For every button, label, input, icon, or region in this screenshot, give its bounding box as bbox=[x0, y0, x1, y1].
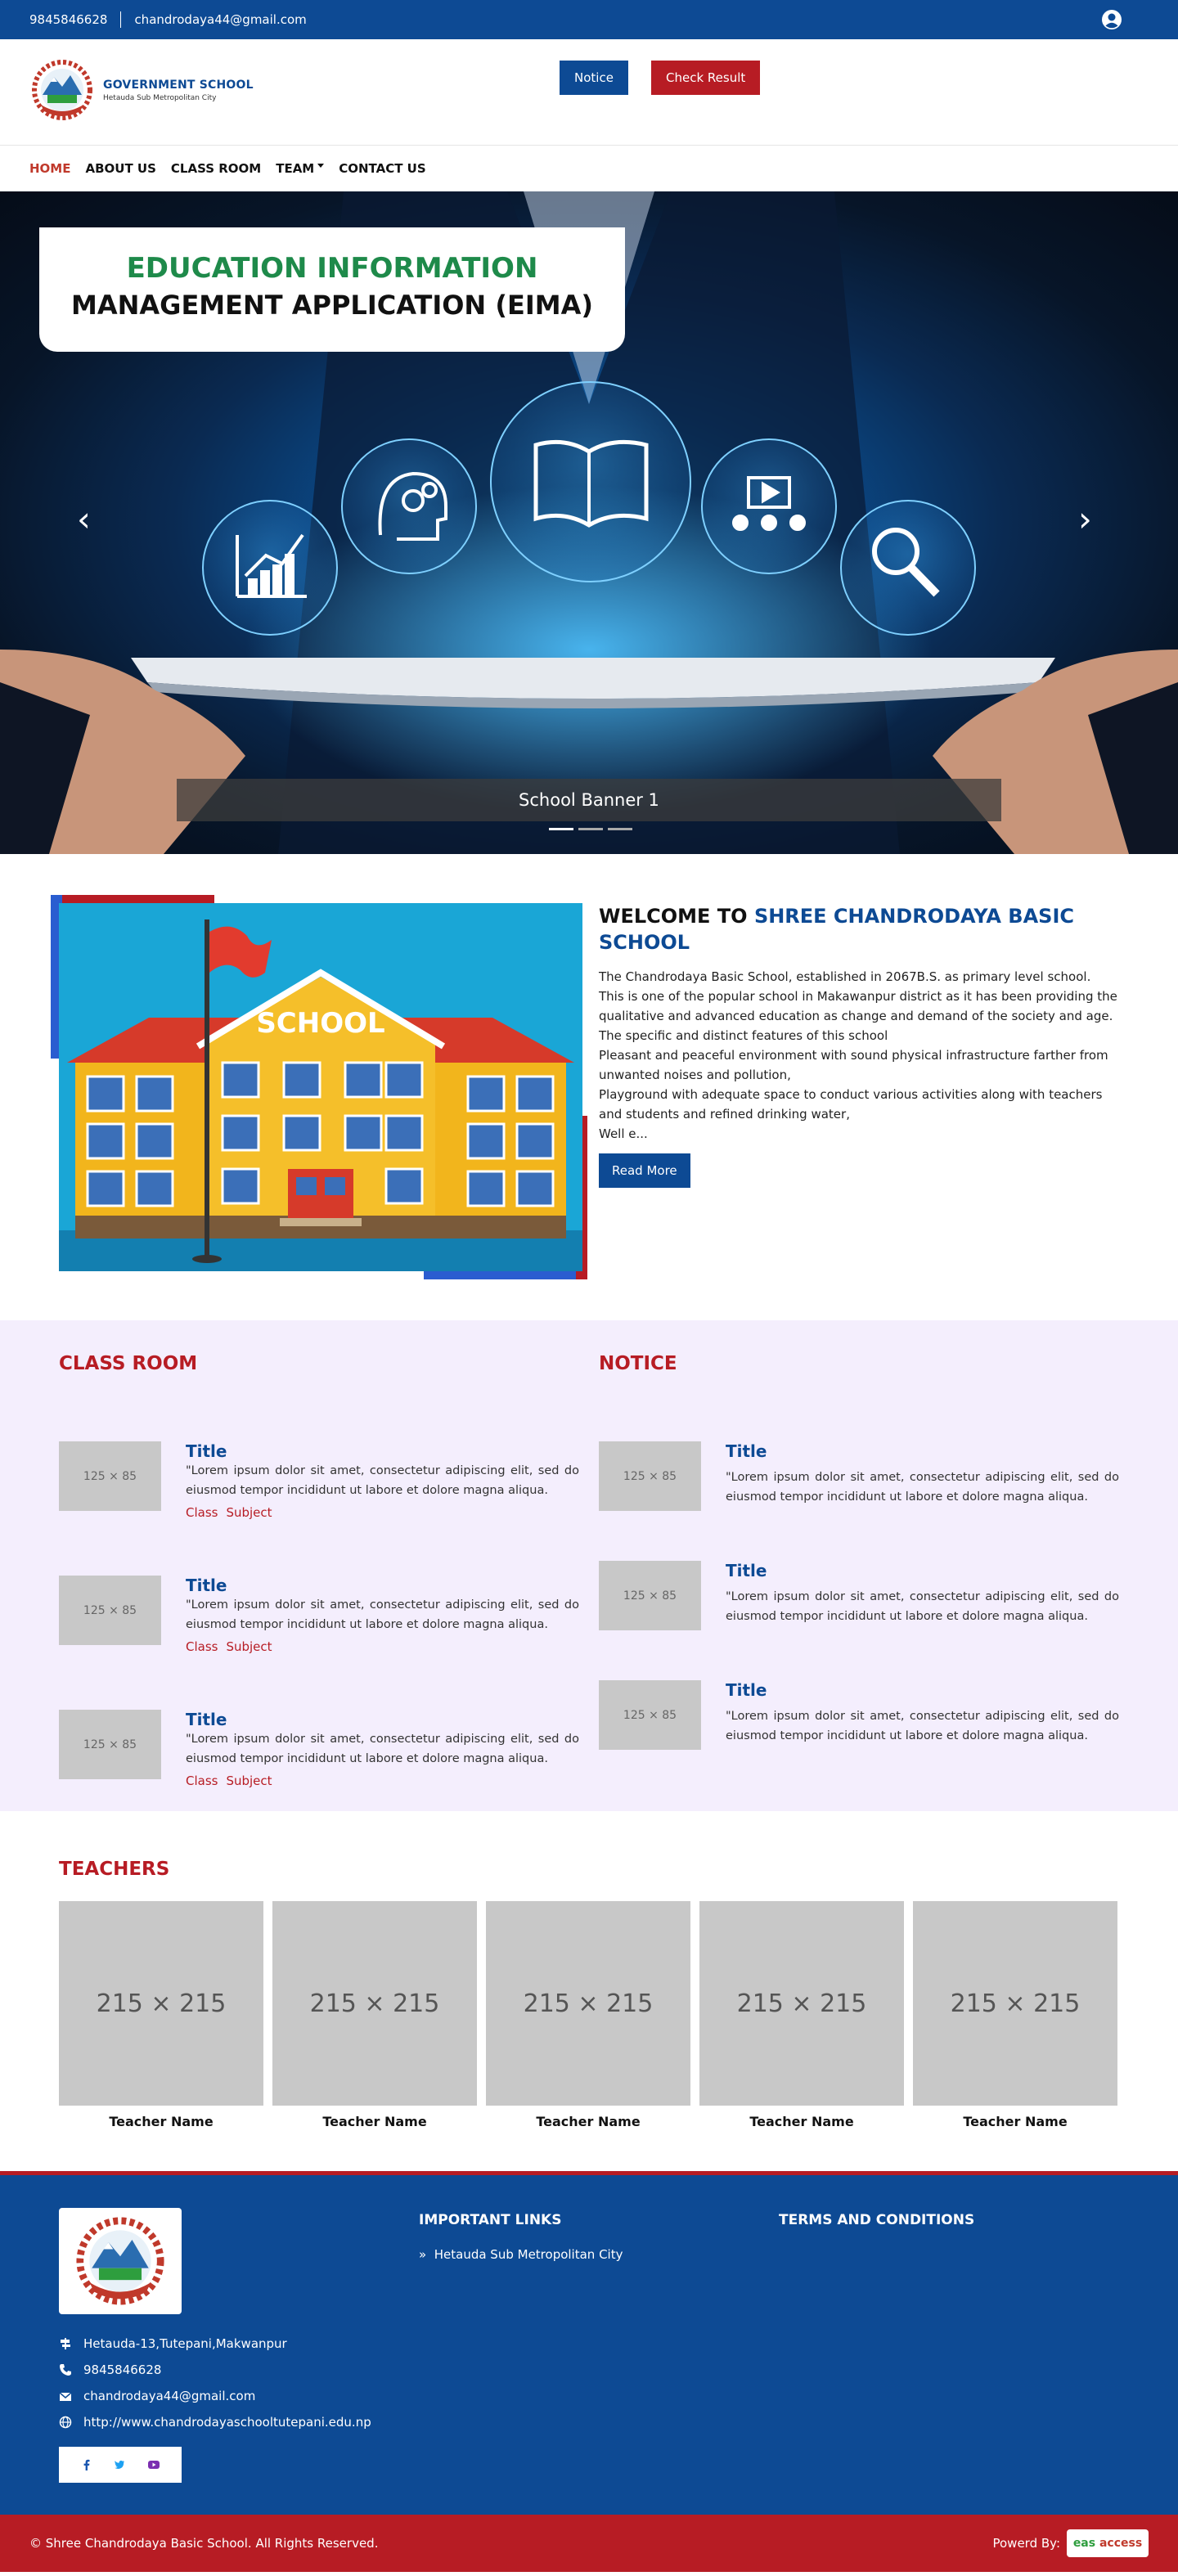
notice-item-title[interactable]: Title bbox=[726, 1561, 767, 1580]
welcome-text bbox=[599, 903, 1119, 1188]
notice-column bbox=[599, 1353, 1119, 1742]
classroom-column bbox=[59, 1353, 579, 1788]
teacher-card[interactable] bbox=[59, 1901, 263, 2129]
carousel-prev-icon[interactable]: ‹ bbox=[77, 499, 91, 539]
welcome-body: The Chandrodaya Basic School, established in 2067B.S. as primary level school. This is one of the popular school in Makawanpur district as it has been providing the qualitative and advanced education as change and demand of the society and age. The specific and distinct features of this school Pleasant and peaceful environment with sound physical infrastructure farther from unwanted noises and pollution, Playground with adequate space to conduct various activities along with teachers and students and refined drinking water, Well e... bbox=[599, 969, 1117, 1141]
notice-item-desc: "Lorem ipsum dolor sit amet, consectetur adipiscing elit, sed do eiusmod tempor incididunt ut labore et dolore magna aliqua. bbox=[726, 1471, 1119, 1504]
classroom-thumb: 125 × 85 bbox=[59, 1576, 161, 1645]
site-footer bbox=[0, 2171, 1178, 2515]
nav-team[interactable] bbox=[276, 161, 324, 176]
welcome-title-prefix: WELCOME TO bbox=[599, 905, 754, 928]
footer-contact bbox=[59, 2331, 371, 2435]
notice-item-desc: "Lorem ipsum dolor sit amet, consectetur adipiscing elit, sed do eiusmod tempor incididunt ut labore et dolore magna aliqua. bbox=[726, 1590, 1119, 1623]
notice-thumb: 125 × 85 bbox=[599, 1680, 701, 1750]
notice-item-title[interactable]: Title bbox=[726, 1441, 767, 1461]
carousel-next-icon[interactable]: › bbox=[1078, 499, 1092, 539]
facebook-icon[interactable] bbox=[81, 2459, 92, 2470]
notice-item[interactable] bbox=[599, 1561, 1119, 1630]
carousel-indicators bbox=[546, 828, 635, 830]
classroom-item[interactable] bbox=[59, 1710, 579, 1788]
link-hetauda[interactable] bbox=[419, 2247, 623, 2262]
read-more-button[interactable]: Read More bbox=[599, 1153, 690, 1188]
notice-item[interactable] bbox=[599, 1680, 1119, 1750]
divider bbox=[120, 11, 121, 28]
notice-item-title[interactable]: Title bbox=[726, 1680, 767, 1700]
classroom-item[interactable] bbox=[59, 1576, 579, 1654]
school-sign-text: SCHOOL bbox=[256, 1007, 385, 1040]
classroom-item-title[interactable]: Title bbox=[186, 1710, 227, 1729]
nav-about[interactable]: ABOUT US bbox=[85, 161, 156, 176]
carousel-indicator-3[interactable] bbox=[608, 828, 632, 830]
teachers-section bbox=[0, 1811, 1178, 2171]
teacher-name: Teacher Name bbox=[749, 2114, 854, 2129]
copyright-bar bbox=[0, 2515, 1178, 2572]
important-links-title: IMPORTANT LINKS bbox=[419, 2212, 562, 2228]
nav-contact[interactable]: CONTACT US bbox=[339, 161, 426, 176]
twitter-icon[interactable] bbox=[114, 2459, 125, 2470]
subject-tag[interactable]: Subject bbox=[226, 1505, 272, 1520]
powered-by bbox=[992, 2529, 1149, 2557]
footer-website[interactable]: http://www.chandrodayaschooltutepani.edu.np bbox=[83, 2415, 371, 2430]
logo-title: GOVERNMENT SCHOOL bbox=[103, 78, 254, 92]
welcome-section bbox=[0, 854, 1178, 1320]
teacher-photo: 215 × 215 bbox=[913, 1901, 1117, 2106]
phone-icon bbox=[59, 2363, 72, 2376]
terms-title[interactable]: TERMS AND CONDITIONS bbox=[779, 2212, 975, 2228]
welcome-title bbox=[599, 903, 1119, 955]
teacher-photo: 215 × 215 bbox=[699, 1901, 904, 2106]
classroom-item-desc: "Lorem ipsum dolor sit amet, consectetur adipiscing elit, sed do eiusmod tempor incididunt ut labore et dolore magna aliqua. bbox=[186, 1464, 579, 1497]
hero-title-line1: EDUCATION INFORMATION bbox=[126, 252, 538, 285]
teacher-name: Teacher Name bbox=[536, 2114, 641, 2129]
powered-by-label: Powerd By: bbox=[992, 2536, 1060, 2551]
subject-tag[interactable]: Subject bbox=[226, 1639, 272, 1654]
carousel-indicator-1[interactable] bbox=[549, 828, 573, 830]
chevron-down-icon bbox=[317, 164, 324, 171]
hero-carousel bbox=[0, 191, 1178, 854]
classroom-item-desc: "Lorem ipsum dolor sit amet, consectetur adipiscing elit, sed do eiusmod tempor incididunt ut labore et dolore magna aliqua. bbox=[186, 1733, 579, 1765]
hero-title-line2: MANAGEMENT APPLICATION (EIMA) bbox=[71, 290, 593, 321]
user-account-icon[interactable] bbox=[1101, 9, 1122, 30]
classroom-thumb: 125 × 85 bbox=[59, 1441, 161, 1511]
teacher-name: Teacher Name bbox=[322, 2114, 427, 2129]
welcome-school-name: SHREE CHANDRODAYA BASIC SCHOOL bbox=[599, 905, 1075, 954]
teacher-name: Teacher Name bbox=[109, 2114, 214, 2129]
classroom-title: CLASS ROOM bbox=[59, 1353, 198, 1374]
class-tag[interactable]: Class bbox=[186, 1774, 218, 1788]
teachers-title: TEACHERS bbox=[59, 1859, 170, 1880]
signpost-icon bbox=[59, 2337, 72, 2350]
hero-title-card bbox=[39, 227, 625, 352]
eas-access-logo[interactable] bbox=[1067, 2529, 1149, 2557]
footer-address: Hetauda-13,Tutepani,Makwanpur bbox=[83, 2336, 287, 2351]
class-tag[interactable]: Class bbox=[186, 1505, 218, 1520]
school-building-image bbox=[51, 895, 587, 1279]
teacher-card[interactable] bbox=[699, 1901, 904, 2129]
notice-thumb: 125 × 85 bbox=[599, 1441, 701, 1511]
notice-thumb: 125 × 85 bbox=[599, 1561, 701, 1630]
copyright-text: © Shree Chandrodaya Basic School. All Rights Reserved. bbox=[29, 2536, 379, 2551]
logo-subtitle: Hetauda Sub Metropolitan City bbox=[103, 93, 217, 102]
classroom-item-title[interactable]: Title bbox=[186, 1441, 227, 1461]
footer-phone[interactable]: 9845846628 bbox=[83, 2362, 162, 2377]
social-links bbox=[59, 2447, 182, 2483]
nav-team-label: TEAM bbox=[276, 161, 315, 176]
nav-home[interactable]: HOME bbox=[29, 161, 71, 176]
top-contact bbox=[29, 11, 307, 28]
notice-item-desc: "Lorem ipsum dolor sit amet, consectetur adipiscing elit, sed do eiusmod tempor incididunt ut labore et dolore magna aliqua. bbox=[726, 1710, 1119, 1742]
link-hetauda-label: Hetauda Sub Metropolitan City bbox=[434, 2247, 623, 2262]
site-header bbox=[0, 39, 1178, 146]
teacher-card[interactable] bbox=[913, 1901, 1117, 2129]
classroom-item-desc: "Lorem ipsum dolor sit amet, consectetur adipiscing elit, sed do eiusmod tempor incididunt ut labore et dolore magna aliqua. bbox=[186, 1598, 579, 1631]
teacher-name: Teacher Name bbox=[963, 2114, 1068, 2129]
carousel-caption: School Banner 1 bbox=[177, 779, 1001, 821]
teacher-photo: 215 × 215 bbox=[59, 1901, 263, 2106]
footer-logo[interactable] bbox=[59, 2208, 182, 2314]
footer-email[interactable]: chandrodaya44@gmail.com bbox=[83, 2389, 256, 2403]
youtube-icon[interactable] bbox=[147, 2459, 160, 2470]
carousel-indicator-2[interactable] bbox=[578, 828, 603, 830]
emblem-icon bbox=[29, 59, 95, 121]
school-logo[interactable] bbox=[29, 59, 254, 121]
notice-item[interactable] bbox=[599, 1441, 1119, 1511]
class-tag[interactable]: Class bbox=[186, 1639, 218, 1654]
classroom-item-title[interactable]: Title bbox=[186, 1576, 227, 1595]
top-email[interactable]: chandrodaya44@gmail.com bbox=[134, 12, 307, 27]
subject-tag[interactable]: Subject bbox=[226, 1774, 272, 1788]
top-phone[interactable]: 9845846628 bbox=[29, 12, 108, 27]
teacher-card[interactable] bbox=[272, 1901, 477, 2129]
eas-logo-text: eas bbox=[1072, 2537, 1096, 2550]
top-bar bbox=[0, 0, 1178, 39]
classroom-item[interactable] bbox=[59, 1441, 579, 1520]
access-logo-text: access bbox=[1099, 2537, 1143, 2550]
teacher-photo: 215 × 215 bbox=[272, 1901, 477, 2106]
envelope-icon bbox=[59, 2389, 72, 2403]
classroom-thumb: 125 × 85 bbox=[59, 1710, 161, 1779]
teacher-card[interactable] bbox=[486, 1901, 690, 2129]
check-result-button[interactable]: Check Result bbox=[651, 61, 760, 95]
globe-icon bbox=[59, 2416, 72, 2429]
double-chevron-right-icon: » bbox=[419, 2247, 427, 2262]
teacher-photo: 215 × 215 bbox=[486, 1901, 690, 2106]
classroom-notice-section bbox=[0, 1320, 1178, 1811]
main-nav bbox=[0, 146, 1178, 191]
notice-button[interactable]: Notice bbox=[560, 61, 628, 95]
notice-title: NOTICE bbox=[599, 1353, 677, 1374]
nav-classroom[interactable]: CLASS ROOM bbox=[170, 161, 262, 176]
emblem-icon bbox=[71, 2216, 169, 2306]
